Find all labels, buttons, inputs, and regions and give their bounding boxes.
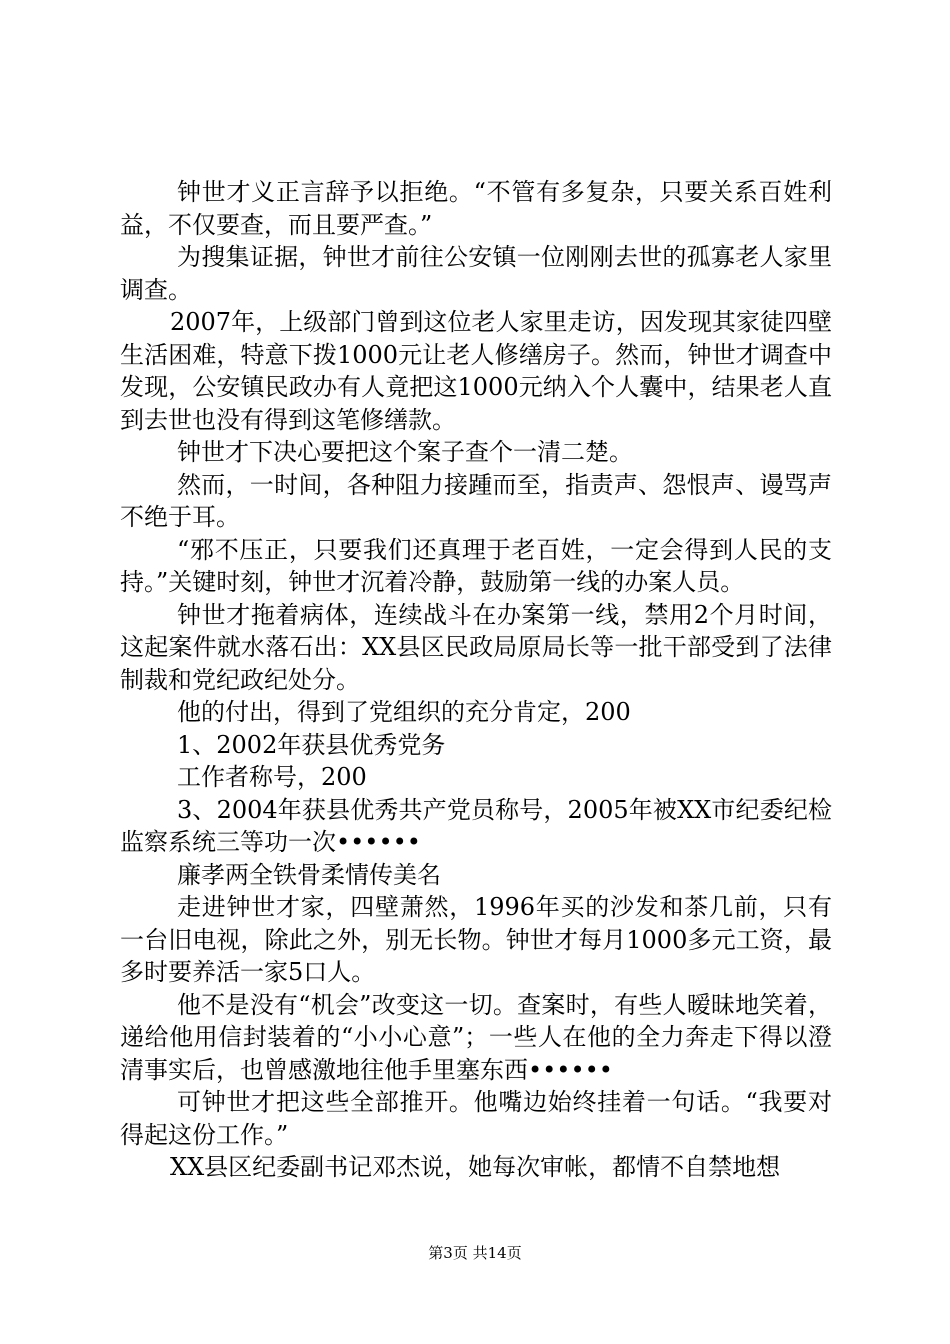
paragraph: 走进钟世才家，四壁萧然，1996年买的沙发和茶几前，只有一台旧电视，除此之外，别无长物。钟世才每月1000多元工资，最多时要养活一家5口人。	[120, 893, 832, 986]
paragraph: “邪不压正，只要我们还真理于老百姓，一定会得到人民的支持。”关键时刻，钟世才沉着冷静，鼓励第一线的办案人员。	[120, 535, 832, 596]
paragraph: 然而，一时间，各种阻力接踵而至，指责声、怨恨声、谩骂声不绝于耳。	[120, 470, 832, 531]
paragraph: XX县区纪委副书记邓杰说，她每次审帐，都情不自禁地想	[170, 1153, 781, 1181]
document-body	[120, 176, 832, 1184]
paragraph: 可钟世才把这些全部推开。他嘴边始终挂着一句话。“我要对得起这份工作。”	[120, 1088, 832, 1149]
paragraph: 1、2002年获县优秀党务	[177, 730, 446, 759]
paragraph: 3、2004年获县优秀共产党员称号，2005年被XX市纪委纪检监察系统三等功一次••••••	[120, 795, 832, 856]
paragraph: 为搜集证据，钟世才前往公安镇一位刚刚去世的孤寡老人家里调查。	[120, 243, 832, 304]
section-heading: 廉孝两全铁骨柔情传美名	[177, 860, 441, 889]
paragraph: 钟世才义正言辞予以拒绝。“不管有多复杂，只要关系百姓利益，不仅要查，而且要严查。”	[120, 178, 832, 239]
page-footer	[0, 1242, 950, 1263]
paragraph: 2007年，上级部门曾到这位老人家里走访，因发现其家徒四壁生活困难，特意下拨1000元让老人修缮房子。然而，钟世才调查中发现，公安镇民政办有人竟把这1000元纳入个人囊中，结果老人直到去世也没有得到这笔修缮款。	[120, 308, 832, 434]
page-number: 第3页 共14页	[428, 1244, 522, 1262]
paragraph: 他不是没有“机会”改变这一切。查案时，有些人暧昧地笑着，递给他用信封装着的“小小心意”；一些人在他的全力奔走下得以澄清事实后，也曾感激地往他手里塞东西••••••	[120, 990, 832, 1084]
paragraph: 钟世才拖着病体，连续战斗在办案第一线，禁用2个月时间，这起案件就水落石出：XX县区民政局原局长等一批干部受到了法律制裁和党纪政纪处分。	[120, 600, 832, 694]
paragraph: 工作者称号，200	[177, 763, 367, 791]
paragraph: 他的付出，得到了党组织的充分肯定，200	[177, 698, 631, 726]
paragraph: 钟世才下决心要把这个案子查个一清二楚。	[177, 438, 633, 466]
